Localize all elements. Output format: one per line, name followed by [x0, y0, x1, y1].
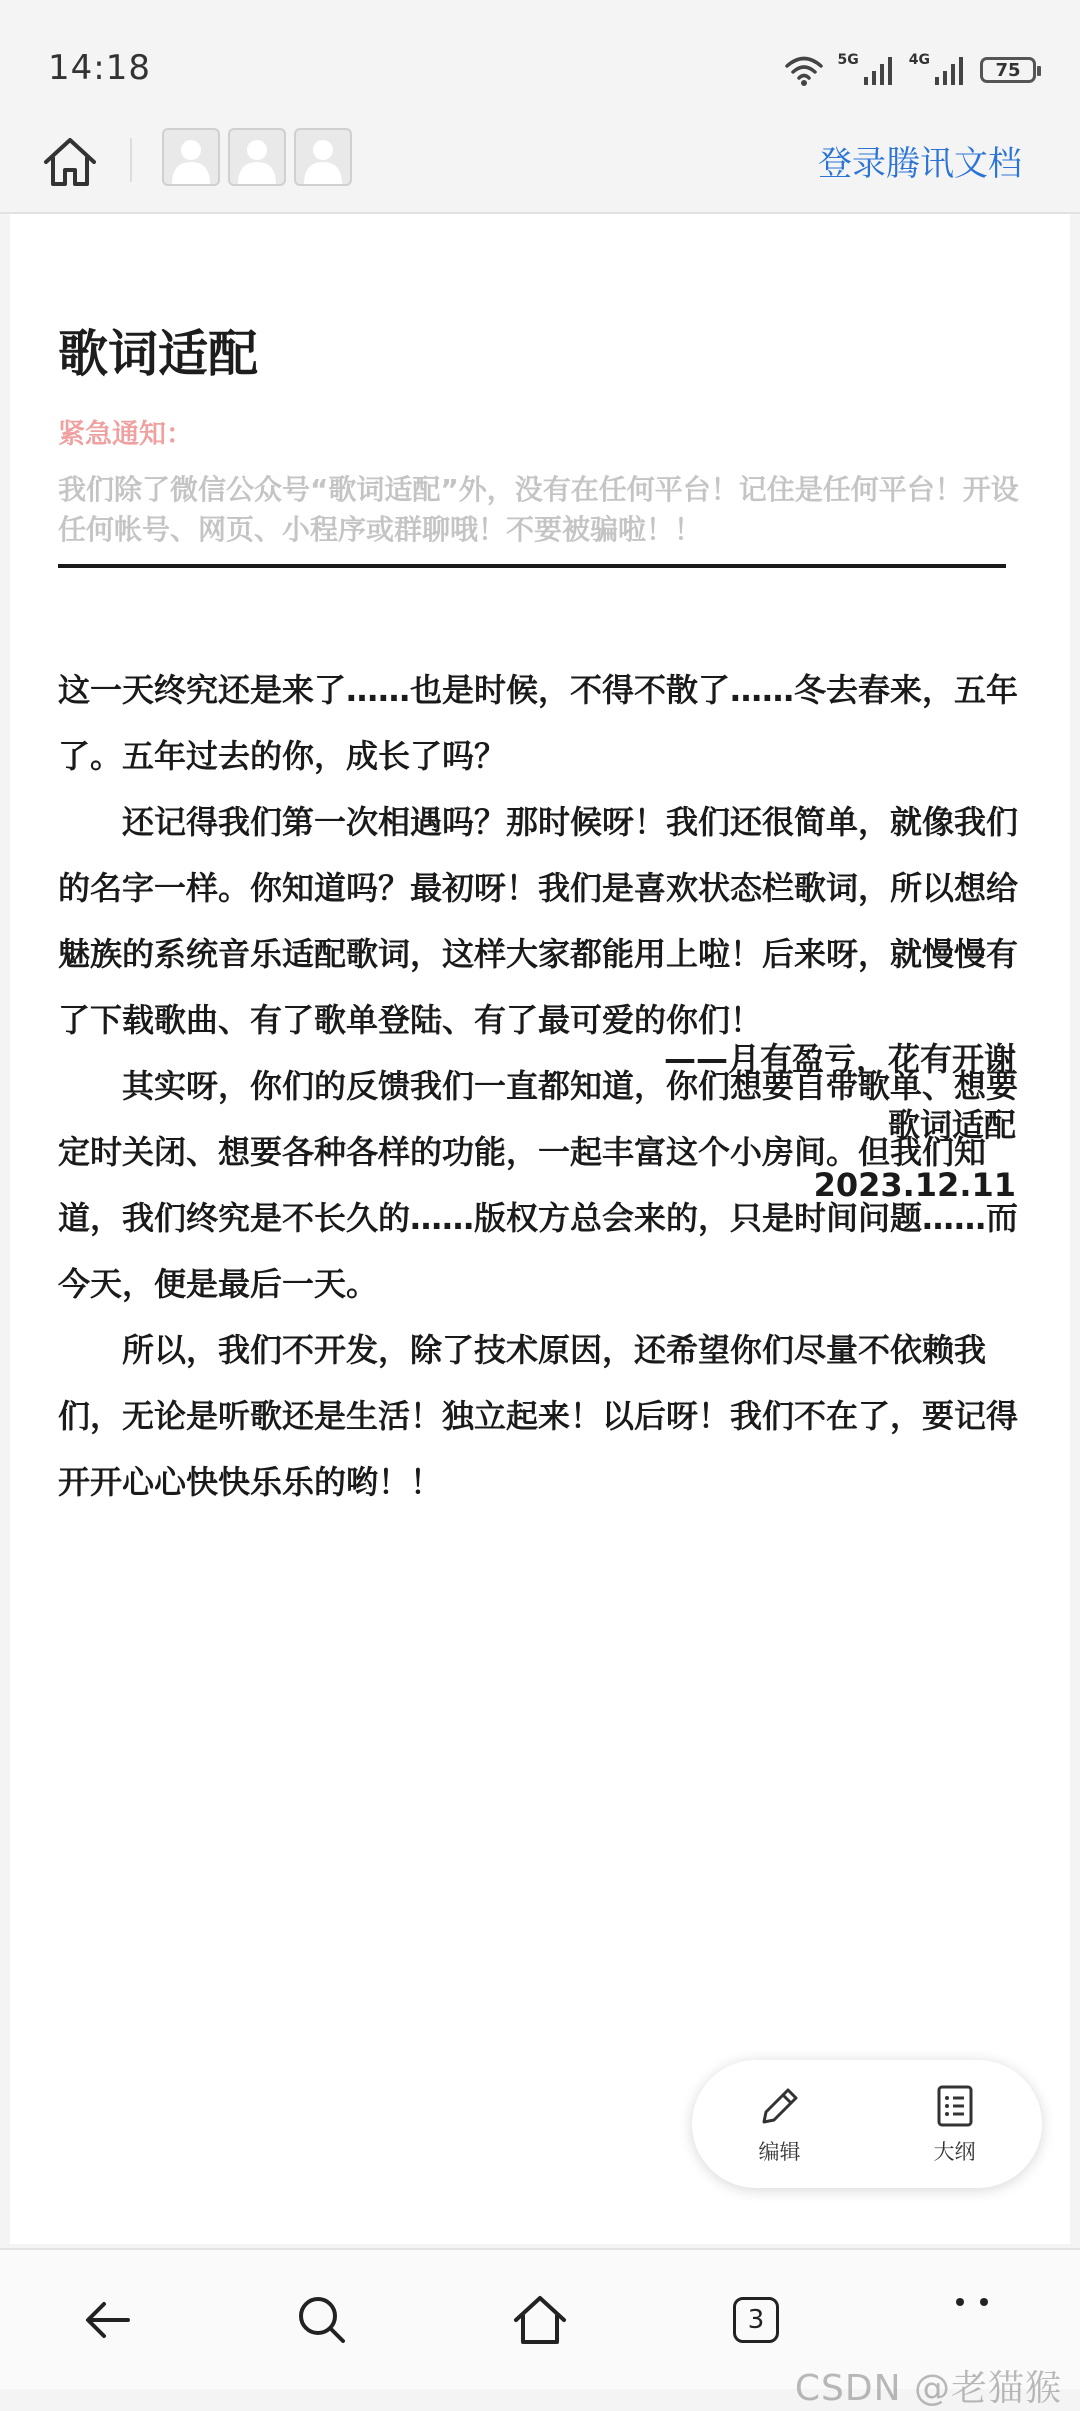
document-body — [58, 657, 1033, 1515]
watermark: CSDN @老猫猴 — [794, 2368, 1062, 2409]
battery-icon — [980, 57, 1036, 83]
signature-author: 歌词适配 — [887, 1106, 1016, 1144]
signature-date: 2023.12.11 — [813, 1166, 1016, 1204]
avatar[interactable] — [294, 128, 352, 186]
user-icon — [230, 130, 284, 184]
wifi-icon — [784, 53, 824, 87]
tabs-button[interactable] — [724, 2288, 788, 2352]
collaborator-avatars[interactable] — [162, 128, 352, 186]
paragraph: 这一天终究还是来了……也是时候，不得不散了……冬去春来，五年了。五年过去的你，成长了吗？ — [58, 671, 1019, 775]
network-b-label: 4G — [908, 52, 930, 68]
notice-label: 紧急通知： — [58, 419, 193, 450]
avatar[interactable] — [228, 128, 286, 186]
status-time: 14:18 — [48, 48, 151, 88]
user-icon — [164, 130, 218, 184]
home-button[interactable] — [40, 132, 100, 192]
more-button[interactable] — [940, 2288, 1004, 2352]
search-icon — [294, 2292, 350, 2348]
login-link[interactable]: 登录腾讯文档 — [818, 144, 1022, 184]
signature-motto: ——月有盈亏，花有开谢 — [663, 1040, 1016, 1078]
header-divider — [130, 138, 132, 182]
user-icon — [296, 130, 350, 184]
paragraph: 其实呀，你们的反馈我们一直都知道，你们想要自带歌单、想要定时关闭、想要各种各样的功能，一起丰富这个小房间。但我们知道，我们终究是不长久的……版权方总会来的，只是时间问题……而今天，便是最后一天。 — [58, 1067, 1019, 1303]
back-button[interactable] — [76, 2288, 140, 2352]
outline-label: 大纲 — [933, 2140, 976, 2164]
status-icons — [784, 50, 1036, 90]
signal-icon — [863, 55, 895, 85]
app-header — [0, 128, 1080, 214]
edit-button[interactable] — [756, 2082, 804, 2166]
battery-level: 75 — [995, 59, 1021, 81]
outline-button[interactable] — [931, 2082, 979, 2166]
edit-label: 编辑 — [758, 2140, 801, 2164]
floating-toolbar — [692, 2060, 1042, 2188]
status-bar — [0, 0, 1080, 128]
paragraph: 所以，我们不开发，除了技术原因，还希望你们尽量不依赖我们，无论是听歌还是生活！独立起来！以后呀！我们不在了，要记得开开心心快快乐乐的哟！！ — [58, 1331, 1019, 1501]
home-icon — [40, 132, 100, 192]
back-arrow-icon — [80, 2292, 136, 2348]
outline-list-icon — [931, 2082, 979, 2130]
more-dots-icon — [944, 2292, 1000, 2348]
notice-text: 我们除了微信公众号“歌词适配”外，没有在任何平台！记住是任何平台！开设任何帐号、网页、小程序或群聊哦！不要被骗啦！！ — [58, 473, 1019, 546]
home-icon — [510, 2290, 570, 2350]
document-page — [10, 214, 1070, 2244]
network-a-label: 5G — [837, 52, 859, 68]
tab-count: 3 — [733, 2297, 779, 2343]
home-nav-button[interactable] — [508, 2288, 572, 2352]
signal-icon-secondary — [934, 55, 966, 85]
page-title: 歌词适配 — [58, 325, 258, 383]
paragraph: 还记得我们第一次相遇吗？那时候呀！我们还很简单，就像我们的名字一样。你知道吗？最初呀！我们是喜欢状态栏歌词，所以想给魅族的系统音乐适配歌词，这样大家都能用上啦！后来呀，就慢慢有了下载歌曲、有了歌单登陆、有了最可爱的你们！ — [58, 803, 1019, 1039]
avatar[interactable] — [162, 128, 220, 186]
title-divider — [58, 564, 1006, 568]
pencil-icon — [756, 2082, 804, 2130]
search-button[interactable] — [290, 2288, 354, 2352]
